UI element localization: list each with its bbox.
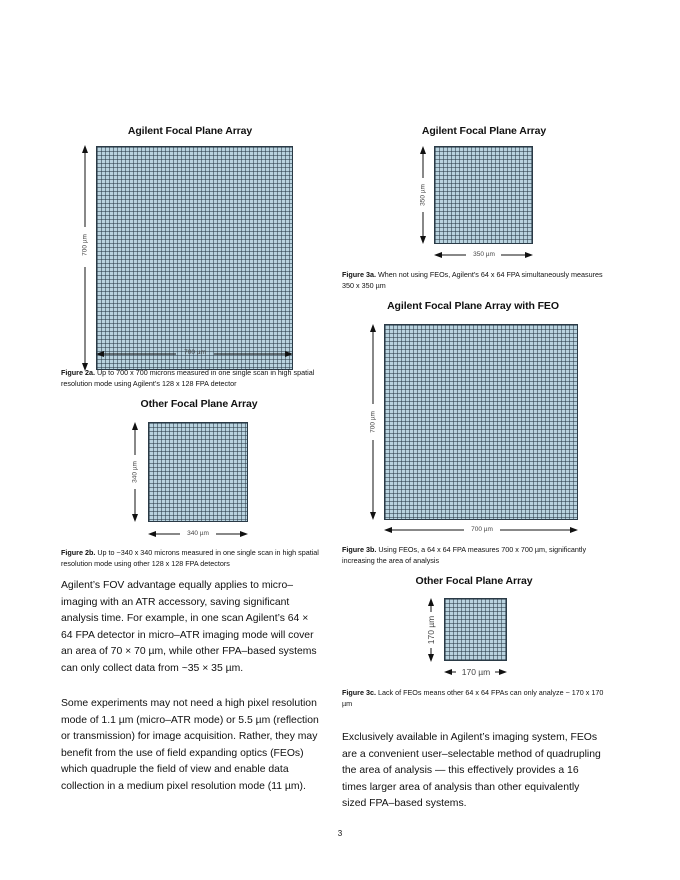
fig2a-caption-text: Up to 700 x 700 microns measured in one single scan in high spatial resolution mode using Agilent’s 128 x 128 FPA detector bbox=[61, 368, 315, 388]
fig2a-title: Agilent Focal Plane Array bbox=[127, 125, 253, 137]
fig2b-caption-label: Figure 2b. bbox=[61, 548, 96, 557]
fig3b-width-label: 700 µm bbox=[471, 526, 493, 533]
fig3c-height-label: 170 µm bbox=[426, 615, 436, 645]
left-paragraph-1: Agilent’s FOV advantage equally applies to micro–imaging with an ATR accessory, saving significant analysis time. For example, in one scan Agilent’s 64 × 64 FPA detector in micro–ATR imaging mode will cover an area of 70 × 70 µm, while other FPA–based systems can only collect data from ~35 × 35 µm. bbox=[61, 580, 317, 674]
fig3c-width-label: 170 µm bbox=[461, 667, 491, 677]
fig3b-caption-text: Using FEOs, a 64 x 64 FPA measures 700 x 700 µm, significantly increasing the area of analysis bbox=[342, 545, 587, 565]
fig2b-width-label: 340 µm bbox=[187, 530, 209, 537]
fig3a-title: Agilent Focal Plane Array bbox=[421, 125, 547, 137]
fig3c-title: Other Focal Plane Array bbox=[415, 575, 533, 587]
fig3c-caption bbox=[342, 688, 612, 709]
fig2a-grid bbox=[96, 146, 293, 370]
fig3a-height-label: 350 µm bbox=[419, 184, 427, 206]
fig3b-grid bbox=[384, 324, 578, 520]
fig2a-height-label: 700 µm bbox=[81, 234, 89, 256]
fig2b-height-label: 340 µm bbox=[131, 461, 139, 483]
fig3c-grid bbox=[444, 598, 507, 661]
fig2b-grid bbox=[148, 422, 248, 522]
left-paragraph-2: Some experiments may not need a high pixel resolution mode of 1.1 µm (micro–ATR mode) or 5.5 µm (reflection or transmission) for image acquisition. Rather, they may benefit from the use of field expanding optics (FEOs) which quadruple the field of view and enable data collection in a medium pixel resolution mode (11 µm). bbox=[61, 698, 319, 792]
fig3c-caption-label: Figure 3c. bbox=[342, 688, 376, 697]
fig2b-caption-text: Up to ~340 x 340 microns measured in one single scan in high spatial resolution mode using other 128 x 128 FPA detectors bbox=[61, 548, 319, 568]
fig2a-caption bbox=[61, 368, 331, 389]
fig3b-caption bbox=[342, 545, 612, 566]
right-paragraph-1: Exclusively available in Agilent’s imaging system, FEOs are a convenient user–selectable method of quadrupling the area of analysis — this effectively provides a 16 times larger area of analysis than other equivalently sized FPA–based systems. bbox=[342, 732, 601, 810]
fig2a-width-label: 700 µm bbox=[184, 349, 206, 356]
fig3a-caption-text: When not using FEOs, Agilent’s 64 x 64 FPA simultaneously measures 350 x 350 µm bbox=[342, 270, 603, 290]
page-number: 3 bbox=[337, 829, 343, 838]
fig3b-title: Agilent Focal Plane Array with FEO bbox=[387, 300, 559, 312]
fig2b-title: Other Focal Plane Array bbox=[140, 398, 258, 410]
fig3b-caption-label: Figure 3b. bbox=[342, 545, 377, 554]
fig2a-height-arrow bbox=[80, 145, 90, 371]
fig3a-caption-label: Figure 3a. bbox=[342, 270, 376, 279]
fig3c-caption-text: Lack of FEOs means other 64 x 64 FPAs can only analyze ~ 170 x 170 µm bbox=[342, 688, 604, 708]
fig3a-width-label: 350 µm bbox=[473, 251, 495, 258]
fig3a-caption bbox=[342, 270, 612, 291]
fig3b-height-label: 700 µm bbox=[369, 411, 377, 433]
fig2b-caption bbox=[61, 548, 331, 569]
fig2a-caption-label: Figure 2a. bbox=[61, 368, 95, 377]
fig3a-grid bbox=[434, 146, 533, 244]
